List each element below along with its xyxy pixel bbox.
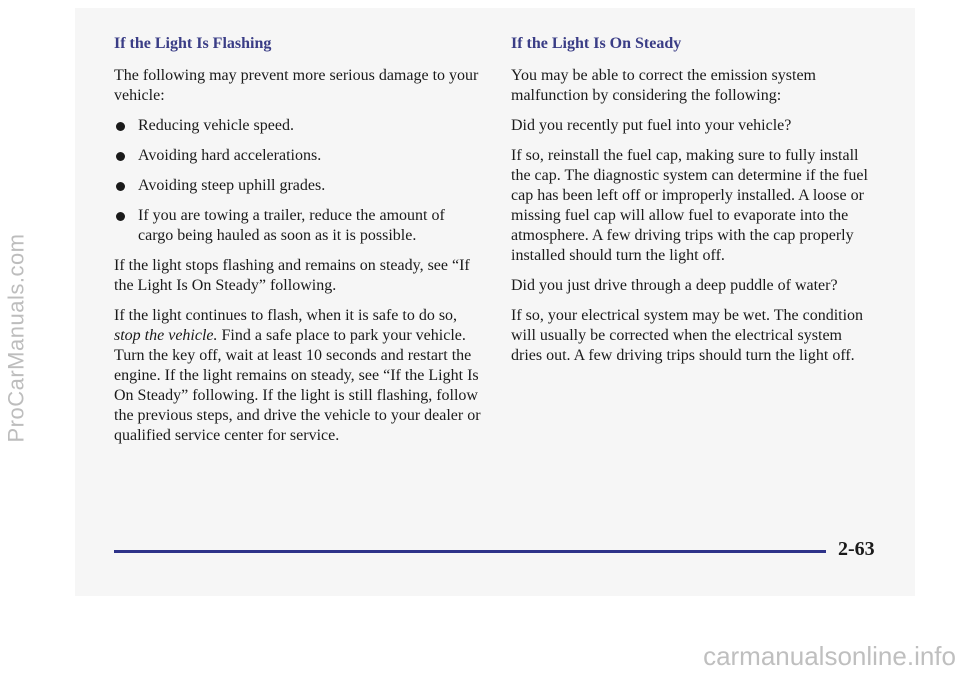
question-paragraph: Did you just drive through a deep puddle of water? bbox=[511, 277, 838, 294]
intro-paragraph: The following may prevent more serious damage to your vehicle: bbox=[114, 67, 479, 104]
body-paragraph: If so, reinstall the fuel cap, making sure to fully install the cap. The diagnostic system can determine if the fuel cap has been left off or improperly installed. A loose or missing fuel cap will allow fuel to evaporate into the atmosphere. A few driving trips with the cap properly installed should turn the light off. bbox=[511, 147, 868, 264]
list-item: If you are towing a trailer, reduce the amount of cargo being hauled as soon as it is possible. bbox=[114, 206, 484, 246]
paragraph-text: If the light continues to flash, when it is safe to do so, bbox=[114, 307, 458, 324]
page-number: 2-63 bbox=[838, 538, 875, 560]
question-paragraph: Did you recently put fuel into your vehicle? bbox=[511, 117, 792, 134]
watermark-text: ProCarManuals.com bbox=[3, 232, 29, 443]
list-item: Reducing vehicle speed. bbox=[114, 116, 484, 136]
continues-flashing-paragraph bbox=[114, 306, 484, 446]
left-column bbox=[114, 34, 484, 456]
footer-rule bbox=[114, 550, 826, 553]
emphasis-text: stop the vehicle. bbox=[114, 327, 218, 344]
section-heading-steady: If the Light Is On Steady bbox=[511, 35, 682, 52]
body-paragraph: You may be able to correct the emission system malfunction by considering the following: bbox=[511, 67, 816, 104]
section-heading-flashing: If the Light Is Flashing bbox=[114, 35, 272, 52]
steady-reference-paragraph: If the light stops flashing and remains on steady, see “If the Light Is On Steady” following. bbox=[114, 257, 470, 294]
list-item: Avoiding steep uphill grades. bbox=[114, 176, 484, 196]
right-column bbox=[511, 34, 871, 376]
paragraph-text: Find a safe place to park your vehicle. Turn the key off, wait at least 10 seconds and restart the engine. If the light remains on steady, see “If the Light Is On Steady” following. If the light is still flashing, follow the previous steps, and drive the vehicle to your dealer or qualified service center for service. bbox=[114, 327, 481, 444]
side-watermark bbox=[0, 0, 36, 675]
body-paragraph: If so, your electrical system may be wet. The condition will usually be corrected when the electrical system dries out. A few driving trips should turn the light off. bbox=[511, 307, 864, 364]
list-item: Avoiding hard accelerations. bbox=[114, 146, 484, 166]
bottom-watermark: carmanualsonline.info bbox=[703, 641, 956, 671]
precaution-list bbox=[114, 116, 484, 246]
